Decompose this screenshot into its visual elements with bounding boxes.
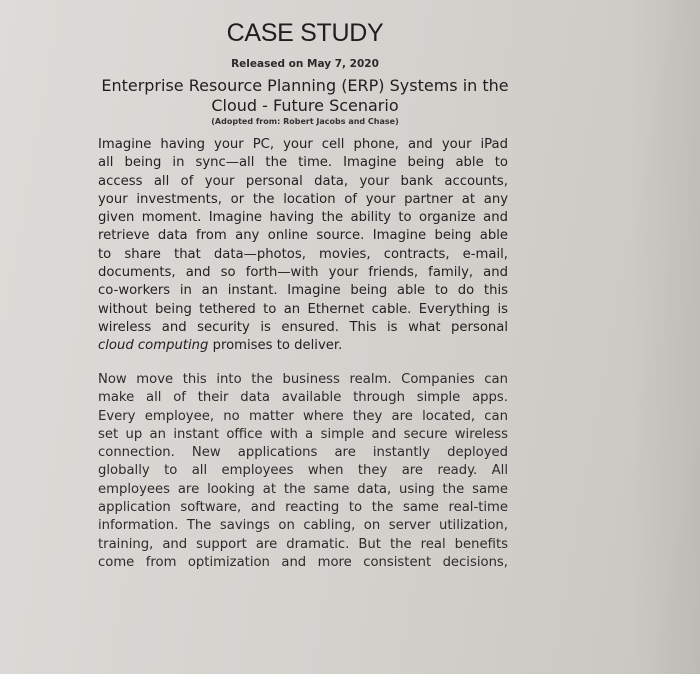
paragraph-line: Every employee, no matter where they are located, can [98, 408, 508, 424]
subtitle-line-2: Cloud - Future Scenario [211, 96, 399, 115]
paragraph-line: given moment. Imagine having the ability to organize and [98, 210, 508, 226]
document-subtitle [100, 76, 510, 116]
paragraph-line: training, and support are dramatic. But the real benefits [98, 536, 508, 552]
paragraph-line: set up an instant office with a simple and secure wireless [98, 426, 508, 442]
paragraph-line: Imagine having your PC, your cell phone, and your iPad [98, 137, 508, 152]
paragraph-line: make all of their data available through simple apps. [98, 390, 508, 406]
paragraph-line: access all of your personal data, your bank accounts, [98, 173, 508, 189]
paragraph-line: wireless and security is ensured. This is what personal [98, 319, 508, 335]
paragraph-line: co-workers in an instant. Imagine being able to do this [98, 283, 508, 299]
paragraph-line: information. The savings on cabling, on server utilization, [98, 518, 508, 534]
paragraph-line: Now move this into the business realm. Companies can [98, 372, 508, 387]
paragraph-line: employees are looking at the same data, using the same [98, 481, 508, 497]
paragraph-line: all being in sync—all the time. Imagine being able to [98, 155, 508, 171]
paragraph-1 [98, 136, 508, 356]
paragraph-line-rest: promises to deliver. [208, 338, 343, 354]
release-date: Released on May 7, 2020 [231, 58, 379, 70]
emphasis-text: cloud computing [98, 338, 209, 354]
paragraph-line: come from optimization and more consistent decisions, [98, 554, 508, 570]
paragraph-line: without being tethered to an Ethernet cable. Everything is [98, 301, 508, 317]
source-attribution: (Adopted from: Robert Jacobs and Chase) [211, 117, 399, 126]
paragraph-line: documents, and so forth—with your friends, family, and [98, 265, 508, 281]
page-shadow [630, 0, 700, 674]
paragraph-line: connection. New applications are instantly deployed [98, 445, 508, 461]
subtitle-line-1: Enterprise Resource Planning (ERP) Systems in the [101, 76, 509, 95]
paragraph-line: application software, and reacting to the same real-time [98, 500, 508, 516]
paragraph-line: retrieve data from any online source. Imagine being able [98, 228, 508, 244]
paragraph-line: globally to all employees when they are ready. All [98, 463, 508, 479]
paragraph-line: to share that data—photos, movies, contracts, e-mail, [98, 246, 508, 262]
paragraph-line: your investments, or the location of your partner at any [98, 191, 508, 207]
document-title: CASE STUDY [226, 19, 384, 47]
paragraph-last-line [98, 337, 508, 355]
paragraph-2 [98, 371, 508, 572]
